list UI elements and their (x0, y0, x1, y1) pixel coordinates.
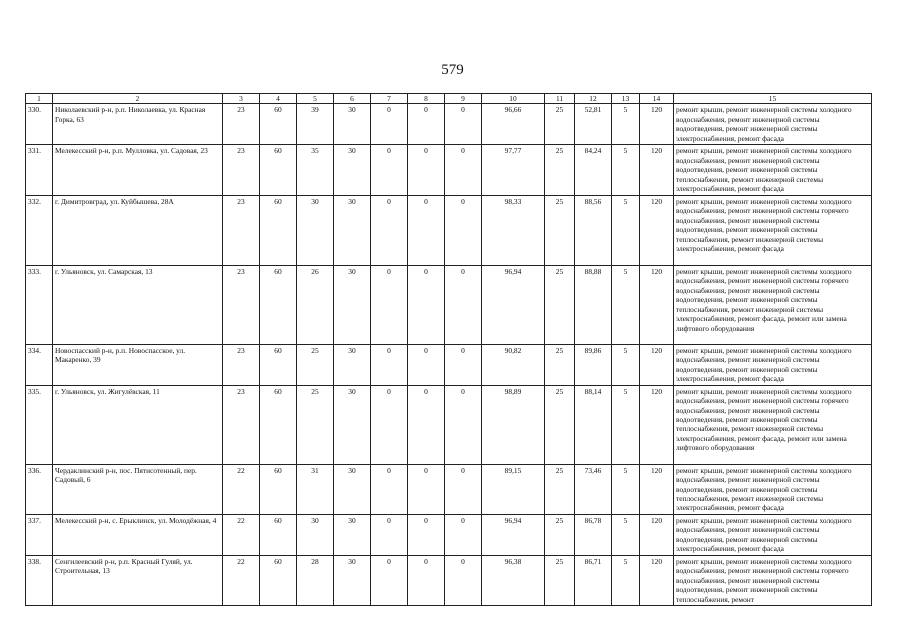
table-cell: 30 (334, 555, 371, 605)
table-cell: 0 (445, 555, 482, 605)
works-cell: ремонт крыши, ремонт инженерной системы холодного водоснабжения, ремонт инженерной системы водоотведения, ремонт инженерной системы электроснабжения, ремонт фасада (674, 344, 872, 385)
table-cell: 30 (334, 344, 371, 385)
works-cell: ремонт крыши, ремонт инженерной системы холодного водоснабжения, ремонт инженерной системы горячего водоснабжения, ремонт инженерной системы водоотведения, ремонт инженерной системы теплоснабжения, ремонт инженерной системы электроснабжения, ремонт фасада, ремонт или замена лифтового оборудования (674, 385, 872, 464)
table-cell: 23 (223, 344, 260, 385)
table-cell: 30 (334, 385, 371, 464)
row-number: 338. (26, 555, 53, 605)
table-cell: 60 (260, 344, 297, 385)
table-cell: 120 (640, 344, 674, 385)
table-cell: 120 (640, 104, 674, 145)
table-cell: 26 (297, 265, 334, 344)
address-cell: Николаевский р-н, р.п. Николаевка, ул. Красная Горка, 63 (53, 104, 223, 145)
table-cell: 25 (545, 555, 575, 605)
table-cell: 0 (445, 195, 482, 265)
table-cell: 39 (297, 104, 334, 145)
table-cell: 88,88 (575, 265, 612, 344)
table-cell: 0 (445, 104, 482, 145)
works-cell: ремонт крыши, ремонт инженерной системы холодного водоснабжения, ремонт инженерной системы водоотведения, ремонт инженерной системы электроснабжения, ремонт фасада (674, 104, 872, 145)
table-cell: 0 (371, 464, 408, 514)
table-cell: 25 (545, 344, 575, 385)
table-row (26, 464, 872, 514)
table-cell: 5 (612, 195, 640, 265)
page-number: 579 (441, 62, 464, 78)
table-cell: 60 (260, 464, 297, 514)
address-cell: Новоспасский р-н, р.п. Новоспасское, ул. Макаренко, 39 (53, 344, 223, 385)
table-cell: 0 (445, 385, 482, 464)
table-cell: 25 (545, 514, 575, 555)
table-cell: 0 (371, 344, 408, 385)
column-header: 6 (334, 94, 371, 104)
table-cell: 96,38 (482, 555, 545, 605)
table-row (26, 104, 872, 145)
table-cell: 0 (445, 265, 482, 344)
address-cell: Мелекесский р-н, р.п. Мулловка, ул. Садовая, 23 (53, 145, 223, 195)
table-cell: 30 (334, 265, 371, 344)
table-cell: 0 (371, 385, 408, 464)
table-cell: 30 (334, 195, 371, 265)
works-cell: ремонт крыши, ремонт инженерной системы холодного водоснабжения, ремонт инженерной системы горячего водоснабжения, ремонт инженерной системы водоотведения, ремонт инженерной системы теплоснабжения, ремонт (674, 555, 872, 605)
table-cell: 0 (408, 195, 445, 265)
table-cell: 0 (371, 265, 408, 344)
address-cell: г. Димитровград, ул. Куйбышева, 28А (53, 195, 223, 265)
table-cell: 0 (408, 385, 445, 464)
table-cell: 0 (371, 195, 408, 265)
works-cell: ремонт крыши, ремонт инженерной системы холодного водоснабжения, ремонт инженерной системы горячего водоснабжения, ремонт инженерной системы водоотведения, ремонт инженерной системы теплоснабжения, ремонт инженерной системы электроснабжения, ремонт фасада, ремонт или замена лифтового оборудования (674, 265, 872, 344)
column-header: 14 (640, 94, 674, 104)
works-cell: ремонт крыши, ремонт инженерной системы холодного водоснабжения, ремонт инженерной системы водоотведения, ремонт инженерной системы электроснабжения, ремонт фасада (674, 514, 872, 555)
table-cell: 60 (260, 145, 297, 195)
table-cell: 22 (223, 464, 260, 514)
table-row (26, 145, 872, 195)
table-cell: 0 (408, 344, 445, 385)
table-cell: 120 (640, 555, 674, 605)
table-cell: 60 (260, 385, 297, 464)
table-cell: 60 (260, 195, 297, 265)
table-cell: 120 (640, 514, 674, 555)
row-number: 330. (26, 104, 53, 145)
table-cell: 60 (260, 265, 297, 344)
row-number: 337. (26, 514, 53, 555)
table-cell: 23 (223, 385, 260, 464)
table-cell: 5 (612, 104, 640, 145)
table-cell: 31 (297, 464, 334, 514)
row-number: 332. (26, 195, 53, 265)
table-cell: 0 (445, 514, 482, 555)
column-number-header-row (26, 94, 872, 104)
column-header: 13 (612, 94, 640, 104)
column-header: 11 (545, 94, 575, 104)
address-cell: Сенгилеевский р-н, р.п. Красный Гуляй, ул. Строительная, 13 (53, 555, 223, 605)
table-cell: 86,78 (575, 514, 612, 555)
table-cell: 96,66 (482, 104, 545, 145)
table-row (26, 385, 872, 464)
column-header: 7 (371, 94, 408, 104)
table-cell: 88,14 (575, 385, 612, 464)
table-cell: 23 (223, 265, 260, 344)
column-header: 2 (53, 94, 223, 104)
table-cell: 96,94 (482, 514, 545, 555)
works-cell: ремонт крыши, ремонт инженерной системы холодного водоснабжения, ремонт инженерной системы водоотведения, ремонт инженерной системы теплоснабжения, ремонт инженерной системы электроснабжения, ремонт фасада (674, 145, 872, 195)
column-header: 8 (408, 94, 445, 104)
column-header: 4 (260, 94, 297, 104)
table-cell: 30 (334, 145, 371, 195)
table-cell: 30 (334, 514, 371, 555)
address-cell: г. Ульяновск, ул. Самарская, 13 (53, 265, 223, 344)
table-cell: 23 (223, 104, 260, 145)
column-header: 10 (482, 94, 545, 104)
table-cell: 5 (612, 344, 640, 385)
table-cell: 25 (297, 344, 334, 385)
address-cell: г. Ульяновск, ул. Жигулёвская, 11 (53, 385, 223, 464)
table-cell: 30 (334, 464, 371, 514)
address-cell: Чердаклинский р-н, пос. Пятисотенный, пер. Садовый, 6 (53, 464, 223, 514)
table-cell: 0 (408, 145, 445, 195)
table-cell: 90,82 (482, 344, 545, 385)
table-cell: 84,24 (575, 145, 612, 195)
table-cell: 60 (260, 514, 297, 555)
table-cell: 0 (371, 514, 408, 555)
table-cell: 5 (612, 145, 640, 195)
table-cell: 120 (640, 385, 674, 464)
table-cell: 73,46 (575, 464, 612, 514)
table-cell: 0 (408, 464, 445, 514)
table-cell: 0 (408, 514, 445, 555)
column-header: 1 (26, 94, 53, 104)
row-number: 331. (26, 145, 53, 195)
table-cell: 0 (445, 464, 482, 514)
table-cell: 120 (640, 195, 674, 265)
table-cell: 30 (297, 195, 334, 265)
table-cell: 0 (371, 145, 408, 195)
table-cell: 60 (260, 555, 297, 605)
table-cell: 25 (545, 145, 575, 195)
table-cell: 23 (223, 145, 260, 195)
table-cell: 28 (297, 555, 334, 605)
table-cell: 0 (408, 555, 445, 605)
table-cell: 0 (445, 145, 482, 195)
table-cell: 22 (223, 555, 260, 605)
repair-schedule-table (25, 93, 872, 606)
column-header: 12 (575, 94, 612, 104)
table-cell: 88,56 (575, 195, 612, 265)
table-row (26, 195, 872, 265)
table-cell: 60 (260, 104, 297, 145)
column-header: 15 (674, 94, 872, 104)
table-cell: 120 (640, 145, 674, 195)
column-header: 9 (445, 94, 482, 104)
table-cell: 25 (545, 385, 575, 464)
table-cell: 23 (223, 195, 260, 265)
table-cell: 30 (334, 104, 371, 145)
table-cell: 30 (297, 514, 334, 555)
table-cell: 5 (612, 385, 640, 464)
table-cell: 25 (545, 265, 575, 344)
table-cell: 0 (408, 104, 445, 145)
row-number: 334. (26, 344, 53, 385)
table-cell: 0 (371, 104, 408, 145)
column-header: 5 (297, 94, 334, 104)
row-number: 333. (26, 265, 53, 344)
table-cell: 96,94 (482, 265, 545, 344)
table-row (26, 344, 872, 385)
table-row (26, 265, 872, 344)
table-cell: 89,15 (482, 464, 545, 514)
table-cell: 5 (612, 464, 640, 514)
table-row (26, 555, 872, 605)
table-cell: 25 (545, 464, 575, 514)
table-cell: 25 (545, 104, 575, 145)
table-cell: 120 (640, 464, 674, 514)
table-cell: 0 (445, 344, 482, 385)
table-cell: 0 (408, 265, 445, 344)
table-cell: 5 (612, 265, 640, 344)
table-cell: 0 (371, 555, 408, 605)
table-cell: 25 (297, 385, 334, 464)
table-cell: 22 (223, 514, 260, 555)
row-number: 335. (26, 385, 53, 464)
column-header: 3 (223, 94, 260, 104)
table-cell: 120 (640, 265, 674, 344)
table-cell: 52,81 (575, 104, 612, 145)
table-cell: 25 (545, 195, 575, 265)
table-cell: 97,77 (482, 145, 545, 195)
table-cell: 5 (612, 514, 640, 555)
table-row (26, 514, 872, 555)
table-cell: 5 (612, 555, 640, 605)
table-cell: 98,33 (482, 195, 545, 265)
table-cell: 35 (297, 145, 334, 195)
works-cell: ремонт крыши, ремонт инженерной системы холодного водоснабжения, ремонт инженерной системы горячего водоснабжения, ремонт инженерной системы водоотведения, ремонт инженерной системы теплоснабжения, ремонт инженерной системы электроснабжения, ремонт фасада (674, 195, 872, 265)
row-number: 336. (26, 464, 53, 514)
table-cell: 98,89 (482, 385, 545, 464)
address-cell: Мелекесский р-н, с. Ерыклинск, ул. Молодёжная, 4 (53, 514, 223, 555)
works-cell: ремонт крыши, ремонт инженерной системы холодного водоснабжения, ремонт инженерной системы водоотведения, ремонт инженерной системы теплоснабжения, ремонт инженерной системы электроснабжения, ремонт фасада (674, 464, 872, 514)
table-cell: 86,71 (575, 555, 612, 605)
table-cell: 89,86 (575, 344, 612, 385)
